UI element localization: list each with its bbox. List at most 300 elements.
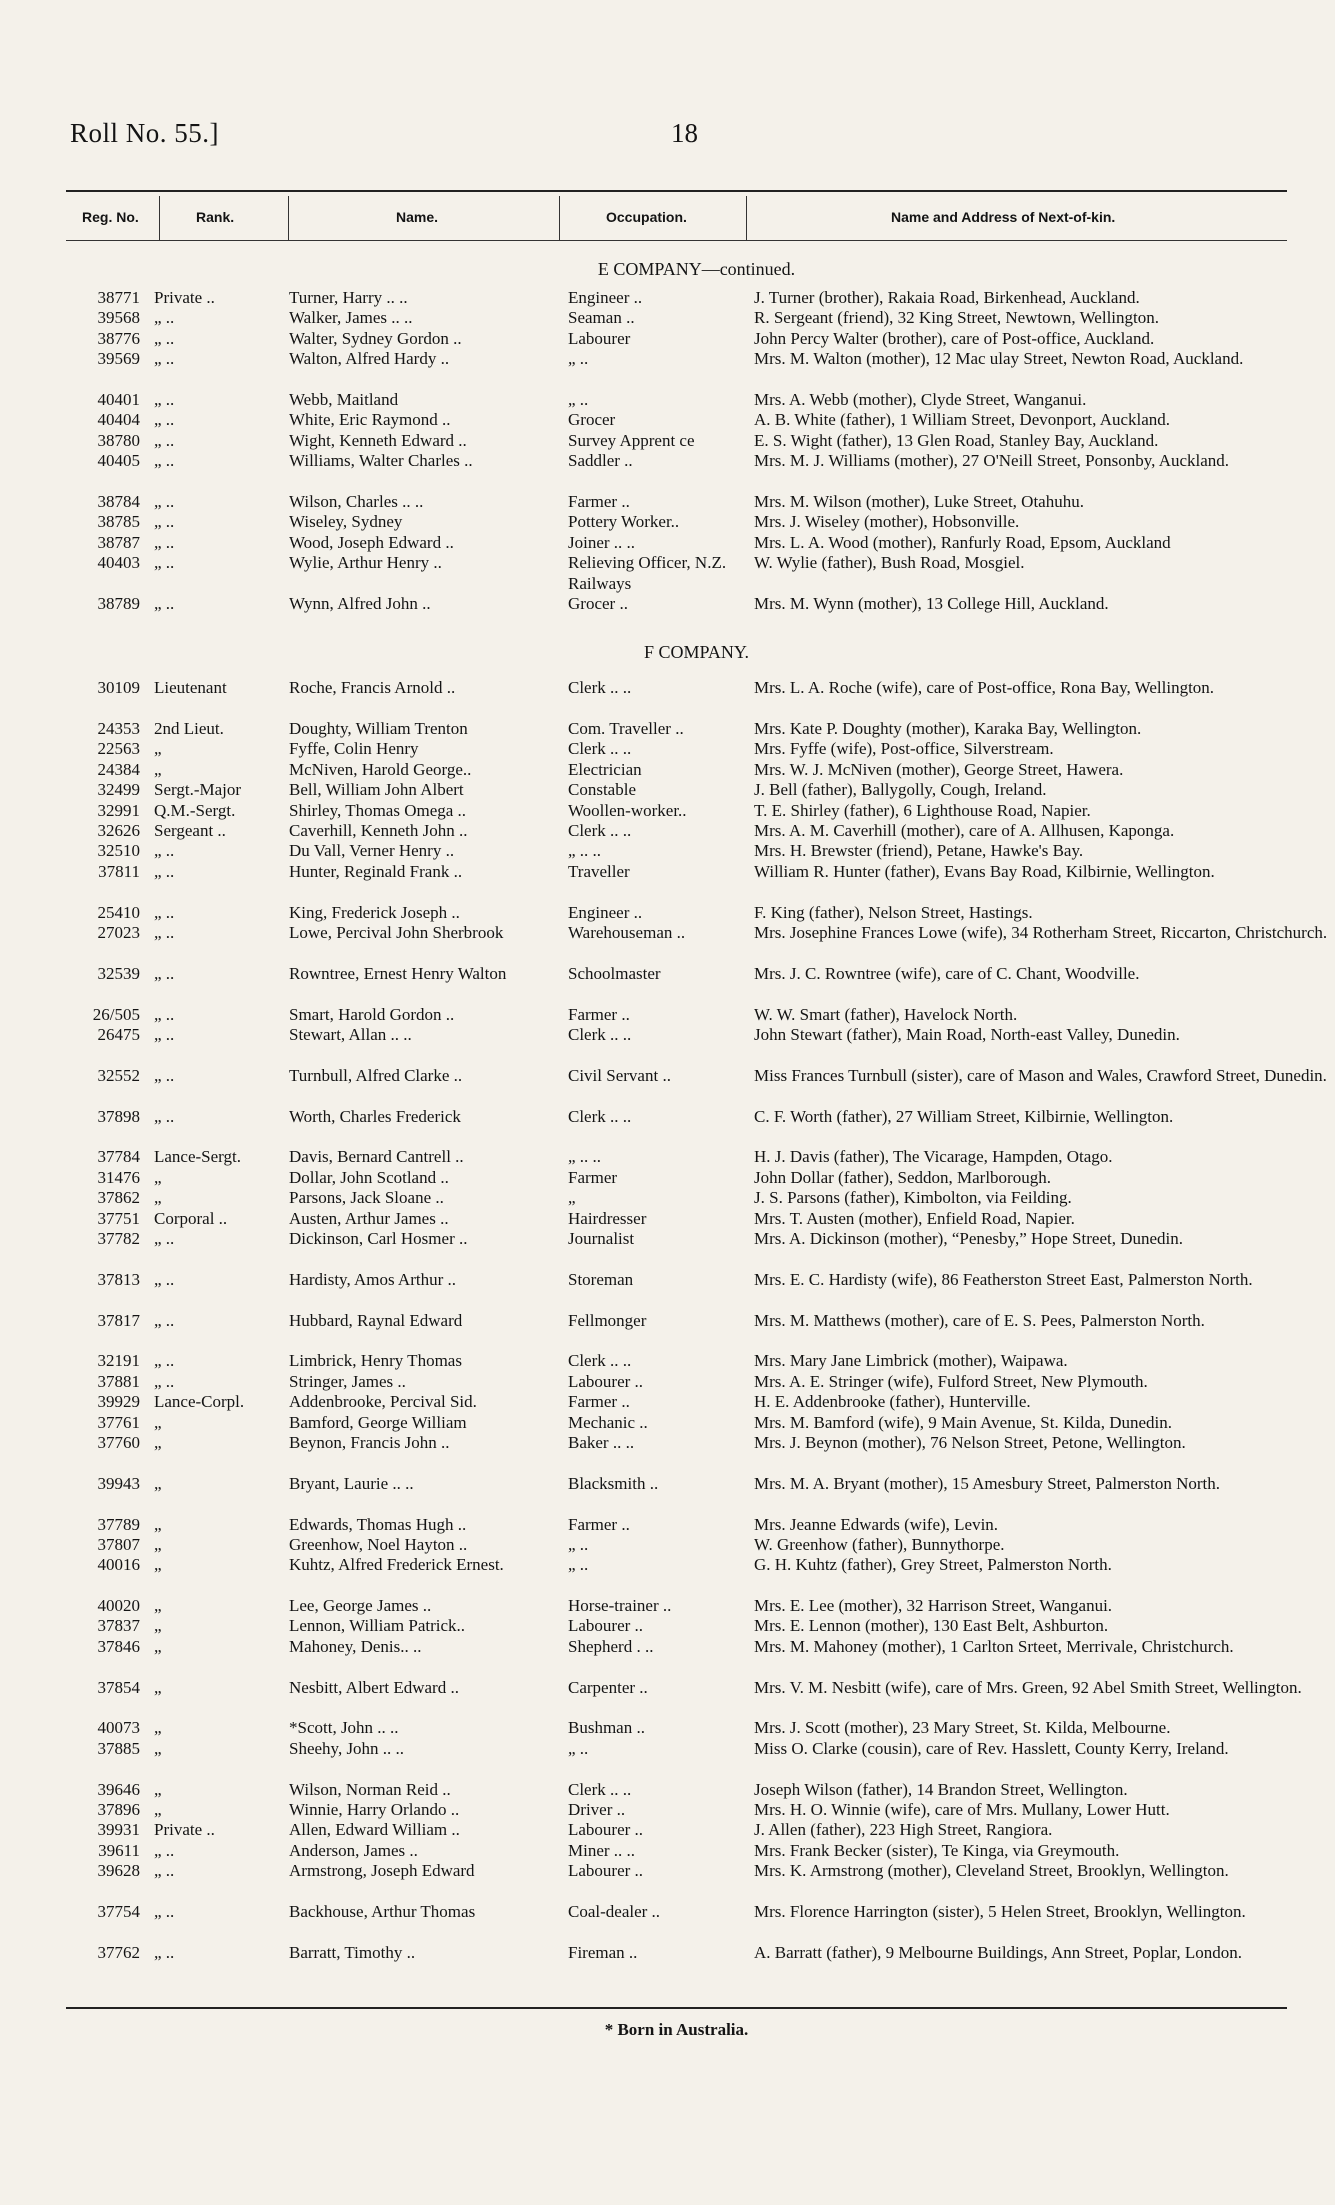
rank: „ ..	[154, 328, 175, 348]
next-of-kin: Miss Frances Turnbull (sister), care of Mason and Wales, Crawford Street, Dunedin.	[754, 1065, 1327, 1085]
section-heading-e-company: E COMPANY—continued.	[597, 259, 796, 279]
next-of-kin: John Percy Walter (brother), care of Post-office, Auckland.	[754, 328, 1155, 348]
next-of-kin: Mrs. Mary Jane Limbrick (mother), Waipawa.	[754, 1351, 1068, 1371]
table-row	[66, 1637, 1287, 1678]
soldier-name: Shirley, Thomas Omega ..	[289, 800, 467, 820]
reg-no: 40020	[97, 1596, 140, 1616]
col-rank: Rank.	[196, 209, 235, 225]
table-row	[66, 1168, 1287, 1188]
rank: Private ..	[154, 288, 215, 307]
soldier-name: Parsons, Jack Sloane ..	[289, 1188, 444, 1208]
table-row	[66, 1943, 1287, 1984]
next-of-kin: Mrs. Fyffe (wife), Post-office, Silverstream.	[754, 739, 1054, 759]
next-of-kin: A. B. White (father), 1 William Street, Devonport, Auckland.	[754, 410, 1171, 430]
occupation: Labourer ..	[568, 1616, 644, 1636]
next-of-kin: Mrs. L. A. Roche (wife), care of Post-office, Rona Bay, Wellington.	[754, 678, 1215, 698]
occupation: Journalist	[568, 1228, 635, 1248]
next-of-kin: Mrs. E. Lennon (mother), 130 East Belt, Ashburton.	[754, 1616, 1109, 1636]
reg-no: 32539	[97, 963, 140, 983]
rank: „	[154, 759, 162, 779]
occupation: Traveller	[568, 861, 630, 881]
rank: 2nd Lieut.	[154, 719, 224, 739]
rank: „	[154, 739, 162, 759]
table-row	[66, 1209, 1287, 1229]
soldier-name: Lowe, Percival John Sherbrook	[289, 923, 504, 943]
next-of-kin: Mrs. J. Wiseley (mother), Hobsonville.	[754, 512, 1020, 532]
next-of-kin: Joseph Wilson (father), 14 Brandon Street, Wellington.	[754, 1779, 1128, 1799]
col-occupation: Occupation.	[606, 209, 687, 225]
reg-no: 24384	[97, 759, 140, 779]
table-row	[66, 1025, 1287, 1066]
reg-no: 37896	[97, 1800, 140, 1820]
soldier-name: Anderson, James ..	[289, 1840, 418, 1860]
occupation: Horse-trainer ..	[568, 1596, 672, 1616]
col-name: Name.	[396, 209, 439, 225]
next-of-kin: William R. Hunter (father), Evans Bay Road, Kilbirnie, Wellington.	[754, 861, 1215, 881]
soldier-name: Backhouse, Arthur Thomas	[289, 1902, 476, 1921]
occupation: Clerk .. ..	[568, 1106, 632, 1126]
rank: „ ..	[154, 1228, 175, 1248]
occupation: Schoolmaster	[568, 963, 661, 983]
soldier-name: Wood, Joseph Edward ..	[289, 532, 454, 552]
column-divider	[159, 196, 160, 240]
occupation: Grocer	[568, 410, 616, 430]
rank: Sergeant ..	[154, 821, 226, 841]
occupation: Clerk .. ..	[568, 739, 632, 759]
reg-no: 39943	[97, 1473, 140, 1493]
reg-no: 37784	[97, 1147, 140, 1167]
occupation: Farmer ..	[568, 1392, 630, 1412]
table-row	[66, 903, 1287, 923]
rank: „	[154, 1718, 162, 1738]
rank: „	[154, 1779, 162, 1799]
occupation: Hairdresser	[568, 1208, 647, 1228]
rank: „ ..	[154, 308, 175, 328]
rank: „ ..	[154, 1351, 175, 1371]
soldier-name: Stewart, Allan .. ..	[289, 1025, 412, 1044]
roll-number: Roll No. 55.]	[70, 118, 220, 148]
reg-no: 37782	[97, 1228, 140, 1248]
soldier-name: Wynn, Alfred John ..	[289, 593, 431, 613]
next-of-kin: Mrs. T. Austen (mother), Enfield Road, Napier.	[754, 1208, 1075, 1228]
next-of-kin: Mrs. H. O. Winnie (wife), care of Mrs. Mullany, Lower Hutt.	[754, 1800, 1170, 1820]
soldier-name: White, Eric Raymond ..	[289, 410, 451, 430]
rank: „	[154, 1738, 162, 1758]
reg-no: 37854	[97, 1677, 140, 1697]
rank: Q.M.-Sergt.	[154, 800, 236, 820]
reg-no: 38784	[97, 491, 140, 511]
table-row	[66, 678, 1287, 719]
next-of-kin: Mrs. M. A. Bryant (mother), 15 Amesbury Street, Palmerston North.	[754, 1473, 1221, 1493]
next-of-kin: Mrs. M. Matthews (mother), care of E. S. Pees, Palmerston North.	[754, 1310, 1205, 1330]
next-of-kin: Mrs. M. Walton (mother), 12 Mac ulay Street, Newton Road, Auckland.	[754, 349, 1244, 369]
soldier-name: Du Vall, Verner Henry ..	[289, 841, 455, 861]
occupation: „ ..	[568, 389, 589, 409]
soldier-name: Walton, Alfred Hardy ..	[289, 349, 450, 369]
occupation: Woollen-worker..	[568, 800, 687, 820]
next-of-kin: Mrs. Kate P. Doughty (mother), Karaka Bay, Wellington.	[754, 719, 1142, 739]
table-row	[66, 1718, 1287, 1738]
soldier-name: *Scott, John .. ..	[289, 1718, 399, 1738]
soldier-name: Dollar, John Scotland ..	[289, 1167, 449, 1187]
table-row	[66, 719, 1287, 739]
table-row	[66, 739, 1287, 759]
rank: „ ..	[154, 1065, 175, 1085]
rank: „ ..	[154, 1371, 175, 1391]
occupation: Baker .. ..	[568, 1432, 635, 1452]
reg-no: 32191	[97, 1351, 140, 1371]
reg-no: 40405	[97, 451, 140, 471]
next-of-kin: Mrs. E. C. Hardisty (wife), 86 Featherston Street East, Palmerston North.	[754, 1269, 1253, 1289]
table-row	[66, 964, 1287, 1005]
table-row	[66, 1351, 1287, 1371]
next-of-kin: Mrs. M. Mahoney (mother), 1 Carlton Srteet, Merrivale, Christchurch.	[754, 1636, 1234, 1656]
soldier-name: Williams, Walter Charles ..	[289, 451, 473, 471]
table-row	[66, 760, 1287, 780]
table-row	[66, 390, 1287, 410]
next-of-kin: C. F. Worth (father), 27 William Street, Kilbirnie, Wellington.	[754, 1106, 1174, 1126]
rank: „ ..	[154, 861, 175, 881]
next-of-kin: Mrs. J. Scott (mother), 23 Mary Street, St. Kilda, Melbourne.	[754, 1718, 1171, 1738]
next-of-kin: W. W. Smart (father), Havelock North.	[754, 1004, 1018, 1024]
reg-no: 38771	[97, 288, 140, 307]
occupation: Storeman	[568, 1269, 634, 1289]
next-of-kin: W. Wylie (father), Bush Road, Mosgiel.	[754, 553, 1025, 573]
occupation: Com. Traveller ..	[568, 719, 684, 739]
soldier-name: Wilson, Charles .. ..	[289, 491, 424, 511]
next-of-kin: John Stewart (father), Main Road, North-east Valley, Dunedin.	[754, 1025, 1180, 1044]
next-of-kin: John Dollar (father), Seddon, Marlborough.	[754, 1167, 1051, 1187]
table-row	[66, 533, 1287, 553]
rank: „	[154, 1534, 162, 1554]
occupation: „ .. ..	[568, 1147, 602, 1167]
occupation: Labourer	[568, 328, 631, 348]
table-row	[66, 1861, 1287, 1902]
rank: „ ..	[154, 410, 175, 430]
occupation: Carpenter ..	[568, 1677, 648, 1697]
table-row	[66, 862, 1287, 903]
soldier-name: Worth, Charles Frederick	[289, 1106, 461, 1126]
occupation: Pottery Worker..	[568, 512, 680, 532]
table-row	[66, 841, 1287, 861]
table-row	[66, 492, 1287, 512]
next-of-kin: Mrs. J. C. Rowntree (wife), care of C. Chant, Woodville.	[754, 963, 1140, 983]
table-row	[66, 1270, 1287, 1311]
rank: „	[154, 1616, 162, 1636]
occupation: Coal-dealer ..	[568, 1902, 661, 1921]
reg-no: 38789	[97, 593, 140, 613]
occupation: Clerk .. ..	[568, 678, 632, 698]
soldier-name: Lennon, William Patrick..	[289, 1616, 466, 1636]
next-of-kin: Mrs. J. Beynon (mother), 76 Nelson Street, Petone, Wellington.	[754, 1432, 1186, 1452]
reg-no: 37760	[97, 1432, 140, 1452]
table-row	[66, 1515, 1287, 1535]
rank: „ ..	[154, 1942, 175, 1962]
soldier-name: Bamford, George William	[289, 1412, 467, 1432]
rank: „ ..	[154, 451, 175, 471]
reg-no: 30109	[97, 678, 140, 698]
table-row	[66, 1372, 1287, 1392]
rank: „ ..	[154, 389, 175, 409]
reg-no: 22563	[97, 739, 140, 759]
next-of-kin: A. Barratt (father), 9 Melbourne Buildings, Ann Street, Poplar, London.	[754, 1942, 1242, 1962]
occupation: Labourer ..	[568, 1861, 644, 1881]
rank: Lance-Corpl.	[154, 1392, 245, 1412]
reg-no: 37807	[97, 1534, 140, 1554]
rank: „ ..	[154, 491, 175, 511]
soldier-name: Hardisty, Amos Arthur ..	[289, 1269, 457, 1289]
rank: „ ..	[154, 512, 175, 532]
soldier-name: Sheehy, John .. ..	[289, 1738, 405, 1758]
rank: „	[154, 1596, 162, 1616]
reg-no: 39611	[98, 1840, 140, 1860]
table-row	[66, 1800, 1287, 1820]
reg-no: 40016	[97, 1555, 140, 1575]
rank: „ ..	[154, 349, 175, 369]
occupation: Clerk .. ..	[568, 821, 632, 841]
rank: „	[154, 1800, 162, 1820]
rank: Lieutenant	[154, 678, 227, 698]
reg-no: 32552	[97, 1065, 140, 1085]
rank: „	[154, 1514, 162, 1534]
occupation: Labourer ..	[568, 1371, 644, 1391]
soldier-name: Hunter, Reginald Frank ..	[289, 861, 463, 881]
reg-no: 31476	[97, 1167, 140, 1187]
rank: Lance-Sergt.	[154, 1147, 242, 1167]
occupation: Seaman ..	[568, 308, 635, 328]
roll-body	[66, 250, 1328, 1984]
soldier-name: Smart, Harold Gordon ..	[289, 1004, 455, 1024]
rank: „	[154, 1677, 162, 1697]
next-of-kin: Mrs. A. Webb (mother), Clyde Street, Wanganui.	[754, 389, 1087, 409]
reg-no: 24353	[97, 719, 140, 739]
soldier-name: Bell, William John Albert	[289, 780, 464, 800]
col-reg-no: Reg. No.	[82, 209, 139, 225]
next-of-kin: Mrs. K. Armstrong (mother), Cleveland Street, Brooklyn, Wellington.	[754, 1861, 1229, 1881]
reg-no: 37762	[97, 1942, 140, 1962]
reg-no: 32626	[97, 821, 140, 841]
soldier-name: Kuhtz, Alfred Frederick Ernest.	[289, 1555, 504, 1575]
soldier-name: Hubbard, Raynal Edward	[289, 1310, 463, 1330]
reg-no: 37813	[97, 1269, 140, 1289]
table-row	[66, 329, 1287, 349]
header-rule-bottom	[66, 240, 1287, 241]
soldier-name: Addenbrooke, Percival Sid.	[289, 1392, 477, 1412]
table-row	[66, 1005, 1287, 1025]
next-of-kin: Mrs. M. Wilson (mother), Luke Street, Otahuhu.	[754, 491, 1084, 511]
table-row	[66, 451, 1287, 492]
table-row	[66, 1616, 1287, 1636]
soldier-name: Wilson, Norman Reid ..	[289, 1779, 451, 1799]
rank: „ ..	[154, 1840, 175, 1860]
occupation: Fireman ..	[568, 1942, 638, 1962]
next-of-kin: H. E. Addenbrooke (father), Hunterville.	[754, 1392, 1031, 1412]
soldier-name: Webb, Maitland	[289, 389, 399, 409]
occupation: Grocer ..	[568, 593, 628, 613]
table-row	[66, 1555, 1287, 1596]
next-of-kin: R. Sergeant (friend), 32 King Street, Newtown, Wellington.	[754, 308, 1159, 328]
reg-no: 39929	[97, 1392, 140, 1412]
soldier-name: Walter, Sydney Gordon ..	[289, 328, 462, 348]
soldier-name: Austen, Arthur James ..	[289, 1208, 449, 1228]
table-row	[66, 288, 1287, 308]
rank: „ ..	[154, 1861, 175, 1881]
next-of-kin: Mrs. A. M. Caverhill (mother), care of A. Allhusen, Kaponga.	[754, 821, 1175, 841]
rank: „ ..	[154, 532, 175, 552]
soldier-name: Barratt, Timothy ..	[289, 1942, 416, 1962]
rank: „ ..	[154, 430, 175, 450]
reg-no: 40073	[97, 1718, 140, 1738]
rank: Sergt.-Major	[154, 780, 242, 800]
soldier-name: Caverhill, Kenneth John ..	[289, 821, 468, 841]
soldier-name: Mahoney, Denis.. ..	[289, 1636, 422, 1656]
reg-no: 37754	[97, 1902, 140, 1921]
soldier-name: Wight, Kenneth Edward ..	[289, 430, 467, 450]
next-of-kin: Mrs. L. A. Wood (mother), Ranfurly Road, Epsom, Auckland	[754, 532, 1171, 552]
soldier-name: Turnbull, Alfred Clarke ..	[289, 1065, 463, 1085]
e-company-rows	[66, 288, 1287, 614]
occupation: Relieving Officer, N.Z. Railways	[568, 553, 727, 593]
table-row	[66, 308, 1287, 328]
page-number: 18	[671, 118, 698, 148]
table-row	[66, 431, 1287, 451]
table-row	[66, 594, 1287, 614]
next-of-kin: Mrs. M. J. Williams (mother), 27 O'Neill Street, Ponsonby, Auckland.	[754, 451, 1230, 471]
rank: „	[154, 1412, 162, 1432]
soldier-name: Walker, James .. ..	[289, 308, 413, 328]
table-row	[66, 1188, 1287, 1208]
reg-no: 25410	[97, 902, 140, 922]
occupation: Farmer ..	[568, 1004, 630, 1024]
occupation: „ ..	[568, 1738, 589, 1758]
occupation: Clerk .. ..	[568, 1025, 632, 1044]
rank: Private ..	[154, 1820, 215, 1840]
reg-no: 37881	[97, 1371, 140, 1391]
rank: „	[154, 1555, 162, 1575]
reg-no: 38776	[97, 328, 140, 348]
table-row	[66, 512, 1287, 532]
soldier-name: Turner, Harry .. ..	[289, 288, 408, 307]
next-of-kin: Mrs. W. J. McNiven (mother), George Street, Hawera.	[754, 759, 1124, 779]
reg-no: 37761	[97, 1412, 140, 1432]
soldier-name: Allen, Edward William ..	[289, 1820, 460, 1840]
page-header	[66, 118, 1287, 158]
next-of-kin: Mrs. Frank Becker (sister), Te Kinga, via Greymouth.	[754, 1840, 1120, 1860]
soldier-name: Winnie, Harry Orlando ..	[289, 1800, 460, 1820]
soldier-name: Rowntree, Ernest Henry Walton	[289, 963, 507, 983]
occupation: Saddler ..	[568, 451, 633, 471]
reg-no: 37811	[98, 861, 140, 881]
soldier-name: Fyffe, Colin Henry	[289, 739, 419, 759]
reg-no: 38787	[97, 532, 140, 552]
occupation: „ ..	[568, 1534, 589, 1554]
reg-no: 40403	[97, 553, 140, 573]
next-of-kin: Mrs. Jeanne Edwards (wife), Levin.	[754, 1514, 999, 1534]
occupation: Civil Servant ..	[568, 1065, 671, 1085]
soldier-name: Bryant, Laurie .. ..	[289, 1473, 414, 1493]
rank: „	[154, 1473, 162, 1493]
reg-no: 39568	[97, 308, 140, 328]
table-row	[66, 1107, 1287, 1148]
reg-no: 39569	[97, 349, 140, 369]
rank: „ ..	[154, 1902, 175, 1921]
table-row	[66, 1229, 1287, 1270]
table-row	[66, 1902, 1287, 1943]
occupation: Clerk .. ..	[568, 1779, 632, 1799]
table-row	[66, 1474, 1287, 1515]
rank: „	[154, 1432, 162, 1452]
rank: „ ..	[154, 593, 175, 613]
soldier-name: Davis, Bernard Cantrell ..	[289, 1147, 464, 1167]
table-row	[66, 1677, 1302, 1719]
next-of-kin: G. H. Kuhtz (father), Grey Street, Palmerston North.	[754, 1555, 1112, 1575]
next-of-kin: Mrs. E. Lee (mother), 32 Harrison Street, Wanganui.	[754, 1596, 1113, 1616]
soldier-name: Wylie, Arthur Henry ..	[289, 553, 442, 573]
table-row	[66, 1535, 1287, 1555]
table-row	[66, 1311, 1287, 1352]
reg-no: 39628	[97, 1861, 140, 1881]
occupation: Farmer ..	[568, 1514, 630, 1534]
reg-no: 39931	[97, 1820, 140, 1840]
reg-no: 37837	[97, 1616, 140, 1636]
next-of-kin: J. S. Parsons (father), Kimbolton, via Feilding.	[754, 1188, 1072, 1208]
reg-no: 37898	[97, 1106, 140, 1126]
occupation: „ ..	[568, 1555, 589, 1575]
soldier-name: McNiven, Harold George..	[289, 759, 472, 779]
occupation: Bushman ..	[568, 1718, 645, 1738]
table-row	[66, 553, 1287, 594]
occupation: Survey Apprent ce	[568, 430, 695, 450]
next-of-kin: J. Allen (father), 223 High Street, Rangiora.	[754, 1820, 1053, 1840]
occupation: Labourer ..	[568, 1820, 644, 1840]
soldier-name: King, Frederick Joseph ..	[289, 902, 460, 922]
reg-no: 40401	[97, 389, 140, 409]
reg-no: 37789	[97, 1514, 140, 1534]
reg-no: 26475	[97, 1025, 140, 1044]
table-row	[66, 1147, 1287, 1167]
reg-no: 40404	[97, 410, 140, 430]
column-divider	[559, 196, 560, 240]
next-of-kin: F. King (father), Nelson Street, Hastings.	[754, 902, 1033, 922]
rank: „ ..	[154, 1310, 175, 1330]
occupation: „	[568, 1188, 576, 1208]
next-of-kin: J. Turner (brother), Rakaia Road, Birkenhead, Auckland.	[754, 288, 1140, 307]
soldier-name: Nesbitt, Albert Edward ..	[289, 1677, 459, 1697]
soldier-name: Doughty, William Trenton	[289, 719, 468, 739]
table-row	[66, 780, 1287, 800]
next-of-kin: E. S. Wight (father), 13 Glen Road, Stanley Bay, Auckland.	[754, 430, 1159, 450]
reg-no: 37817	[97, 1310, 140, 1330]
occupation: Mechanic ..	[568, 1412, 648, 1432]
f-company-rows	[66, 678, 1328, 1983]
next-of-kin: Mrs. Josephine Frances Lowe (wife), 34 Rotherham Street, Riccarton, Christchurch.	[754, 923, 1328, 943]
next-of-kin: Miss O. Clarke (cousin), care of Rev. Hasslett, County Kerry, Ireland.	[754, 1738, 1229, 1758]
column-divider	[746, 196, 747, 240]
table-row	[66, 1820, 1287, 1840]
occupation: Shepherd . ..	[568, 1636, 654, 1656]
occupation: Engineer ..	[568, 902, 643, 922]
column-divider	[288, 196, 289, 240]
occupation: Joiner .. ..	[568, 532, 636, 552]
soldier-name: Lee, George James ..	[289, 1596, 432, 1616]
soldier-name: Stringer, James ..	[289, 1371, 406, 1391]
column-headers	[66, 196, 1287, 240]
next-of-kin: J. Bell (father), Ballygolly, Cough, Ireland.	[754, 780, 1047, 800]
next-of-kin: T. E. Shirley (father), 6 Lighthouse Road, Napier.	[754, 800, 1091, 820]
next-of-kin: Mrs. Florence Harrington (sister), 5 Helen Street, Brooklyn, Wellington.	[754, 1902, 1246, 1921]
reg-no: 37885	[97, 1738, 140, 1758]
soldier-name: Armstrong, Joseph Edward	[289, 1861, 475, 1881]
